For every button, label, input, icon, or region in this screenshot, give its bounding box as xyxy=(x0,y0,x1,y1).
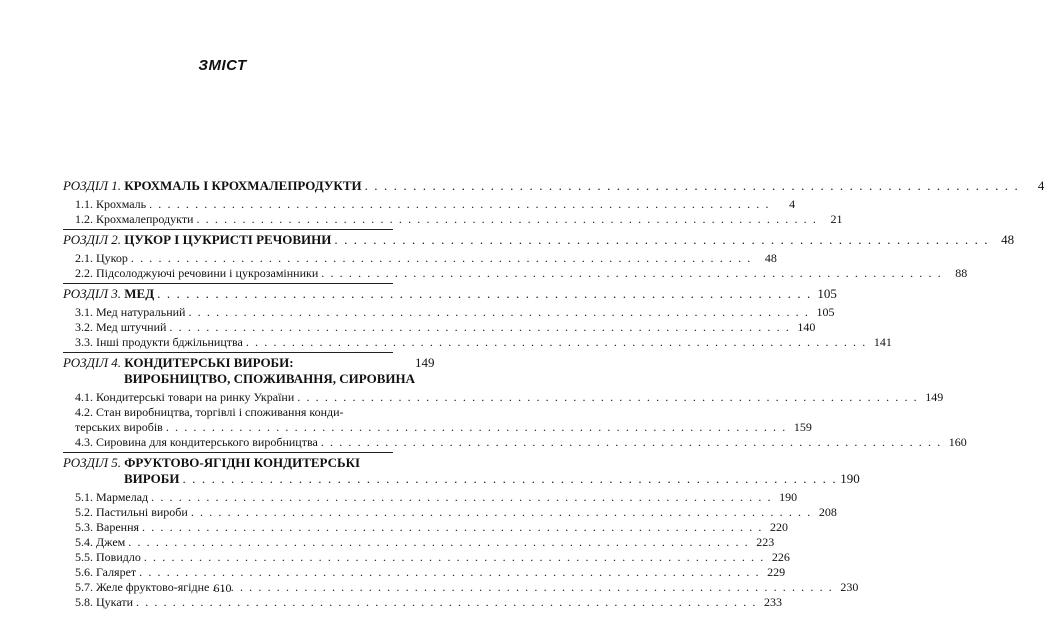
page-title: ЗМІСТ xyxy=(198,57,247,74)
dot-leader xyxy=(144,550,765,565)
toc-entry[interactable]: 5.3. Варення xyxy=(75,520,140,534)
chapter-section xyxy=(63,355,967,453)
toc-entry[interactable]: 5.5. Повидло xyxy=(75,550,141,564)
dot-leader xyxy=(128,535,749,550)
dot-leader xyxy=(151,490,772,505)
toc-entry[interactable]: 5.1. Мармелад xyxy=(75,490,149,504)
chapter-page: 48 xyxy=(1001,232,1015,247)
dot-leader xyxy=(139,565,760,580)
toc-entry-page: 141 xyxy=(873,335,892,349)
chapter-label: РОЗДІЛ 4. xyxy=(63,355,121,370)
toc-entry[interactable]: 5.7. Желе фруктово-ягідне xyxy=(75,580,210,594)
dot-leader xyxy=(321,266,942,281)
toc-entry-page: 149 xyxy=(925,390,944,404)
dot-leader xyxy=(169,320,790,335)
chapter-title: ЦУКОР І ЦУКРИСТІ РЕЧОВИНИ xyxy=(124,232,332,247)
chapter-title: КОНДИТЕРСЬКІ ВИРОБИ: xyxy=(124,355,294,370)
chapter-title-cont: ВИРОБИ xyxy=(124,471,180,486)
toc-entry-page: 159 xyxy=(793,420,812,434)
chapter-heading[interactable] xyxy=(63,355,435,387)
chapter-heading[interactable] xyxy=(63,455,860,487)
chapter-label: РОЗДІЛ 2. xyxy=(63,232,121,247)
toc-entry[interactable]: 4.3. Сировина для кондитерського виробництва xyxy=(75,435,318,449)
dot-leader xyxy=(321,435,942,450)
toc-entry[interactable]: 5.6. Галярет xyxy=(75,565,137,579)
dot-leader xyxy=(131,251,752,266)
dot-leader xyxy=(157,286,812,302)
toc-entry-page: 226 xyxy=(771,550,790,564)
chapter-title-cont: ВИРОБНИЦТВО, СПОЖИВАННЯ, СИРОВИНА xyxy=(124,371,416,386)
dot-leader xyxy=(136,595,757,610)
toc-entry-page: 220 xyxy=(770,520,789,534)
toc-entry-page: 140 xyxy=(797,320,816,334)
chapter-page: 190 xyxy=(840,471,860,486)
toc-entry[interactable]: 3.3. Інші продукти бджільництва xyxy=(75,335,243,349)
toc-entry[interactable]: 2.1. Цукор xyxy=(75,251,128,265)
chapter-page: 4 xyxy=(1037,178,1044,193)
toc-entry-page: 230 xyxy=(840,580,859,594)
toc-entry-page: 223 xyxy=(756,535,775,549)
dot-leader xyxy=(297,390,918,405)
chapter-heading[interactable] xyxy=(63,232,1015,248)
toc-entry-page: 160 xyxy=(948,435,967,449)
chapter-section xyxy=(63,232,1015,284)
chapter-heading[interactable] xyxy=(63,286,837,302)
table-of-contents xyxy=(63,178,1044,614)
toc-entry[interactable]: 2.2. Підсолоджуючі речовини і цукрозамінники xyxy=(75,266,319,280)
dot-leader xyxy=(166,420,787,435)
dot-leader xyxy=(246,335,867,350)
toc-entry[interactable]: 1.2. Крохмалепродукти xyxy=(75,212,194,226)
toc-entry-page: 190 xyxy=(779,490,798,504)
toc-entry[interactable]: 5.4. Джем xyxy=(75,535,126,549)
dot-leader xyxy=(196,212,817,227)
toc-entry-page: 48 xyxy=(764,251,777,265)
chapter-page: 149 xyxy=(415,355,435,370)
toc-entry-page: 208 xyxy=(818,505,837,519)
dot-leader xyxy=(149,197,770,212)
chapter-section xyxy=(63,178,1044,230)
toc-entry-page: 233 xyxy=(764,595,782,609)
chapter-label: РОЗДІЛ 1. xyxy=(63,178,121,193)
toc-entry[interactable]: 4.1. Кондитерські товари на ринку України xyxy=(75,390,295,404)
toc-entry[interactable]: 5.2. Пастильні вироби xyxy=(75,505,188,519)
dot-leader xyxy=(334,232,989,248)
toc-entry[interactable]: 3.1. Мед натуральний xyxy=(75,305,186,319)
toc-entry[interactable]: 1.1. Крохмаль xyxy=(75,197,147,211)
chapter-title: ФРУКТОВО-ЯГІДНІ КОНДИТЕРСЬКІ xyxy=(124,455,361,470)
chapter-title: КРОХМАЛЬ І КРОХМАЛЕПРОДУКТИ xyxy=(124,178,362,193)
toc-entry-page: 229 xyxy=(767,565,786,579)
dot-leader xyxy=(365,178,1020,194)
dot-leader xyxy=(191,505,812,520)
chapter-page: 105 xyxy=(817,286,837,301)
dot-leader xyxy=(182,471,837,487)
chapter-label: РОЗДІЛ 5. xyxy=(63,455,121,470)
chapter-heading[interactable] xyxy=(63,178,1044,194)
toc-entry-page: 21 xyxy=(830,212,843,226)
page-number: 610 xyxy=(213,581,232,595)
toc-entry-cont[interactable]: терських виробів xyxy=(75,420,163,434)
toc-entry[interactable]: 5.8. Цукати xyxy=(75,595,133,609)
dot-leader xyxy=(142,520,763,535)
chapter-label: РОЗДІЛ 3. xyxy=(63,286,121,301)
chapter-section xyxy=(63,286,892,353)
toc-entry-page: 88 xyxy=(955,266,968,280)
toc-entry[interactable]: 3.2. Мед штучний xyxy=(75,320,167,334)
dot-leader xyxy=(188,305,809,320)
toc-entry[interactable]: 4.2. Стан виробництва, торгівлі і споживання конди- xyxy=(75,405,344,419)
chapter-title: МЕД xyxy=(124,286,155,301)
toc-entry-page: 4 xyxy=(789,197,796,211)
toc-entry-page: 105 xyxy=(816,305,835,319)
